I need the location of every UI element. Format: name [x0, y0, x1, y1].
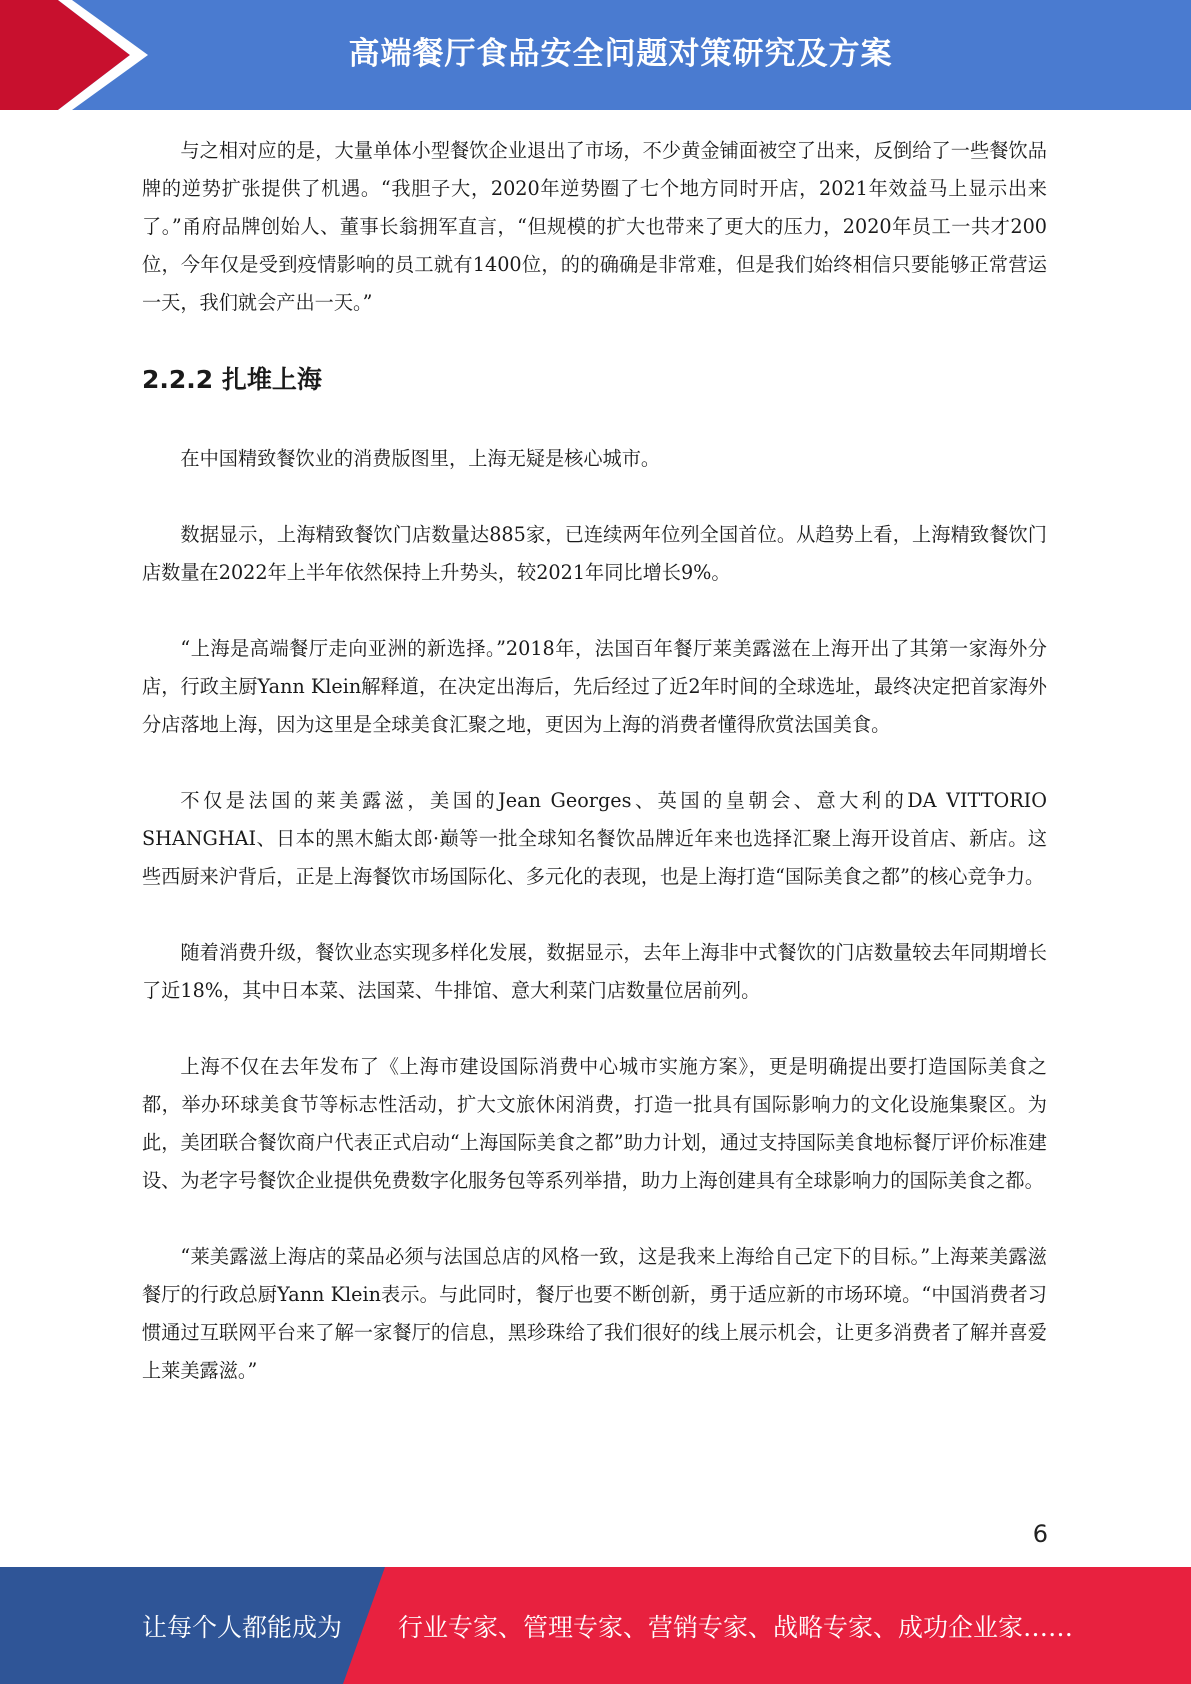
footer-slogan-left: 让每个人都能成为	[142, 1612, 343, 1642]
page-number: 6	[1032, 1520, 1048, 1548]
paragraph: 不仅是法国的莱美露滋，美国的Jean Georges、英国的皇朝会、意大利的DA VITTORIO SHANGHAI、日本的黑木鮨太郎·巅等一批全球知名餐饮品牌近年来也选择汇聚上海开设首店、新店。这些西厨来沪背后，正是上海餐饮市场国际化、多元化的表现，也是上海打造“国际美食之都”的核心竞争力。	[142, 789, 1047, 888]
paragraph: 在中国精致餐饮业的消费版图里，上海无疑是核心城市。	[180, 447, 661, 470]
paragraph: 与之相对应的是，大量单体小型餐饮企业退出了市场，不少黄金铺面被空了出来，反倒给了一些餐饮品牌的逆势扩张提供了机遇。“我胆子大，2020年逆势圈了七个地方同时开店，2021年效益马上显示出来了。”甬府品牌创始人、董事长翁拥军直言，“但规模的扩大也带来了更大的压力，2020年员工一共才200位，今年仅是受到疫情影响的员工就有1400位，的的确确是非常难，但是我们始终相信只要能够正常营运一天，我们就会产出一天。”	[142, 139, 1047, 314]
footer-slogan-right: 行业专家、管理专家、营销专家、战略专家、成功企业家……	[398, 1612, 1074, 1642]
page-header	[0, 0, 1191, 110]
paragraph: 上海不仅在去年发布了《上海市建设国际消费中心城市实施方案》，更是明确提出要打造国际美食之都，举办环球美食节等标志性活动，扩大文旅休闲消费，打造一批具有国际影响力的文化设施集聚区。为此，美团联合餐饮商户代表正式启动“上海国际美食之都”助力计划，通过支持国际美食地标餐厅评价标准建设、为老字号餐饮企业提供免费数字化服务包等系列举措，助力上海创建具有全球影响力的国际美食之都。	[142, 1055, 1047, 1192]
paragraph: “上海是高端餐厅走向亚洲的新选择。”2018年，法国百年餐厅莱美露滋在上海开出了其第一家海外分店，行政主厨Yann Klein解释道，在决定出海后，先后经过了近2年时间的全球选址，最终决定把首家海外分店落地上海，因为这里是全球美食汇聚之地，更因为上海的消费者懂得欣赏法国美食。	[142, 637, 1047, 736]
section-heading: 2.2.2 扎堆上海	[142, 365, 322, 394]
header-title: 高端餐厅食品安全问题对策研究及方案	[348, 35, 893, 72]
paragraph: 随着消费升级，餐饮业态实现多样化发展，数据显示，去年上海非中式餐饮的门店数量较去年同期增长了近18%，其中日本菜、法国菜、牛排馆、意大利菜门店数量位居前列。	[142, 941, 1047, 1002]
document-body	[142, 132, 1047, 1428]
page-footer	[0, 1567, 1191, 1684]
paragraph: “莱美露滋上海店的菜品必须与法国总店的风格一致，这是我来上海给自己定下的目标。”上海莱美露滋餐厅的行政总厨Yann Klein表示。与此同时，餐厅也要不断创新，勇于适应新的市场环境。“中国消费者习惯通过互联网平台来了解一家餐厅的信息，黑珍珠给了我们很好的线上展示机会，让更多消费者了解并喜爱上莱美露滋。”	[142, 1245, 1047, 1382]
paragraph: 数据显示，上海精致餐饮门店数量达885家，已连续两年位列全国首位。从趋势上看，上海精致餐饮门店数量在2022年上半年依然保持上升势头，较2021年同比增长9%。	[142, 523, 1047, 584]
